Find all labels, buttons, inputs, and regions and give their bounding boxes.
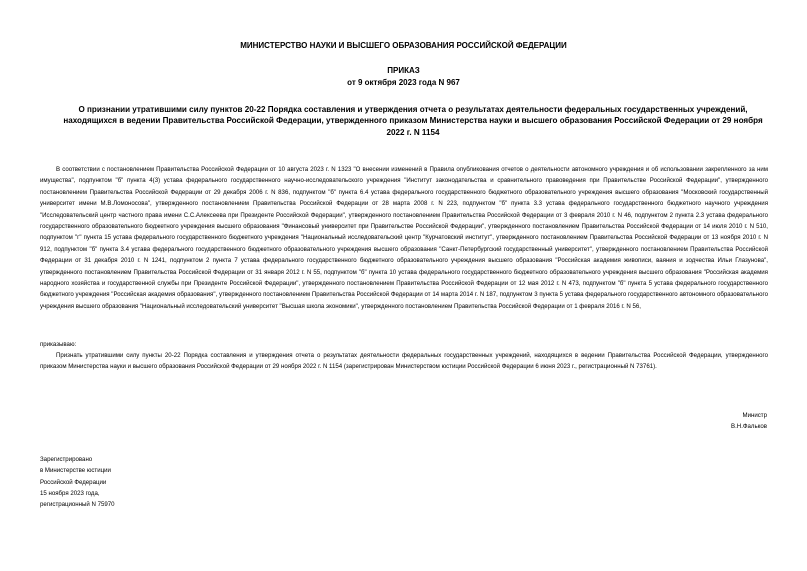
registration-line: Российской Федерации (40, 478, 107, 486)
intro-paragraph: В соответствии с постановлением Правительства Российской Федерации от 10 августа 2023 г. N 1323 "О внесении изменений в Правила опубликования отчетов о деятельности автономного учреждения и об использовании закрепленного за ним имущества", подпунктом "б" пункта 4(3) устава федерального государственного научно-исследовательского учреждения "Институт законодательства и сравнительного правоведения при Правительстве Российской Федерации", утвержденного постановлением Правительства Российской Федерации от 29 декабря 2006 г. N 836, подпунктом "б" пункта 6.4 устава федерального государственного бюджетного образовательного учреждения высшего образования "Московский государственный университет имени М.В.Ломоносова", утвержденного постановлением Правительства Российской Федерации от 28 марта 2008 г. N 223, подпунктом "б" пункта 3.3 устава федерального государственного бюджетного научного учреждения "Исследовательский центр частного права имени С.С.Алексеева при Президенте Российской Федерации", утвержденного постановлением Правительства Российской Федерации от 3 февраля 2010 г. N 46, подпунктом 2 пункта 2.3 устава федерального государственного образовательного бюджетного учреждения высшего образования "Финансовый университет при Правительстве Российской Федерации", утвержденного постановлением Правительства Российской Федерации от 14 июля 2010 г. N 510, подпунктом "г" пункта 15 устава федерального государственного бюджетного учреждения "Национальный исследовательский центр "Курчатовский институт", утвержденного постановлением Правительства Российской Федерации от 13 ноября 2010 г. N 912, подпунктом "б" пункта 3.4 устава федерального государственного бюджетного образовательного учреждения высшего образования "Санкт-Петербургский государственный университет", утвержденного постановлением Правительства Российской Федерации от 31 декабря 2010 г. N 1241, подпунктом 2 пункта 7 устава федерального государственного бюджетного образовательного учреждения высшего образования "Российская академия живописи, ваяния и зодчества Ильи Глазунова", утвержденного постановлением Правительства Российской Федерации от 31 января 2012 г. N 55, подпунктом "б" пункта 10 устава федерального государственного бюджетного образовательного учреждения высшего образования "Российская академия народного хозяйства и государственной службы при Президенте Российской Федерации", утвержденного постановлением Правительства Российской Федерации от 12 мая 2012 г. N 473, подпунктом "б" пункта 5 устава федерального государственного бюджетного учреждения "Российская академия образования", утвержденного постановлением Правительства Российской Федерации от 14 марта 2014 г. N 187, подпунктом 3 пункта 5 устава федерального государственного автономного образовательного учреждения высшего образования "Национальный исследовательский университет "Высшая школа экономики", утвержденного постановлением Правительства Российской Федерации от 1 февраля 2016 г. N 56, (40, 166, 768, 310)
ministry-name: МИНИСТЕРСТВО НАУКИ И ВЫСШЕГО ОБРАЗОВАНИЯ РОССИЙСКОЙ ФЕДЕРАЦИИ (240, 41, 567, 50)
registration-number: регистрационный N 75970 (40, 501, 115, 509)
registration-block (40, 454, 115, 510)
signatory-position: Министр (742, 412, 767, 419)
registration-line: в Министерстве юстиции (40, 467, 111, 475)
registration-date: 15 ноября 2023 года, (40, 489, 100, 497)
document-title: О признании утратившими силу пунктов 20-22 Порядка составления и утверждения отчета о результатах деятельности федеральных государственных учреждений, находящихся в ведении Правительства Российской Федерации, утвержденного приказом Министерства науки и высшего образования Российской Федерации от 29 ноября 2022 г. N 1154 (63, 105, 763, 137)
document-type: ПРИКАЗ (387, 66, 420, 75)
registration-line: Зарегистрировано (40, 456, 93, 463)
order-label: приказываю: (40, 341, 77, 348)
signatory-name: В.Н.Фальков (731, 423, 767, 430)
resolution-paragraph: Признать утратившими силу пункты 20-22 Порядка составления и утверждения отчета о результатах деятельности федеральных государственных учреждений, находящихся в ведении Правительства Российской Федерации, утвержденного приказом Министерства науки и высшего образования Российской Федерации от 29 ноября 2022 г. N 1154 (зарегистрирован Министерством юстиции Российской Федерации 6 июня 2023 г., регистрационный N 73761). (40, 352, 768, 371)
signature-block (731, 410, 767, 432)
document-date: от 9 октября 2023 года N 967 (347, 78, 460, 87)
